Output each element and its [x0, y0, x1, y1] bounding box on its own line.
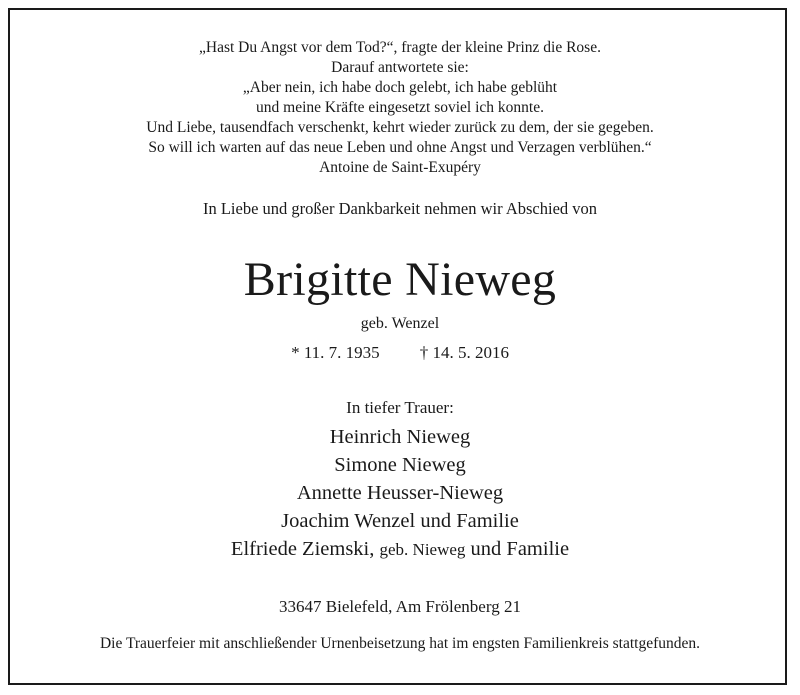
quote-line: „Aber nein, ich habe doch gelebt, ich habe geblüht: [242, 79, 558, 96]
quote-line: Darauf antwortete sie:: [331, 59, 469, 76]
mourners-label: In tiefer Trauer:: [346, 398, 454, 417]
mourner-name: [0, 538, 800, 561]
funeral-note: Die Trauerfeier mit anschließender Urnenbeisetzung hat im engsten Familienkreis stattgefunden.: [99, 635, 701, 652]
family-address: 33647 Bielefeld, Am Frölenberg 21: [279, 597, 521, 616]
mourner-last-suffix: und Familie: [470, 538, 570, 560]
mourner-last-birth: geb. Nieweg: [379, 540, 466, 559]
deceased-birth-name: geb. Wenzel: [360, 315, 440, 332]
death-date: † 14. 5. 2016: [419, 343, 509, 362]
mourner-name: Heinrich Nieweg: [329, 426, 471, 448]
birth-date: * 11. 7. 1935: [291, 343, 380, 362]
quote-line: „Hast Du Angst vor dem Tod?“, fragte der kleine Prinz die Rose.: [199, 39, 601, 56]
mourner-name: Annette Heusser-Nieweg: [296, 482, 504, 504]
mourner-name: Joachim Wenzel und Familie: [281, 510, 519, 532]
life-dates: [0, 343, 800, 363]
quote-author: Antoine de Saint-Exupéry: [319, 159, 481, 176]
quote-line: und meine Kräfte eingesetzt soviel ich konnte.: [256, 99, 544, 116]
mourner-name: Simone Nieweg: [334, 454, 466, 476]
deceased-name: Brigitte Nieweg: [243, 253, 557, 306]
mourner-last-name: Elfriede Ziemski,: [230, 538, 375, 560]
quote-line: Und Liebe, tausendfach verschenkt, kehrt wieder zurück zu dem, der sie gegeben.: [146, 119, 654, 136]
quote-line: So will ich warten auf das neue Leben und ohne Angst und Verzagen verblühen.“: [148, 139, 652, 156]
farewell-intro: In Liebe und großer Dankbarkeit nehmen wir Abschied von: [202, 199, 598, 218]
